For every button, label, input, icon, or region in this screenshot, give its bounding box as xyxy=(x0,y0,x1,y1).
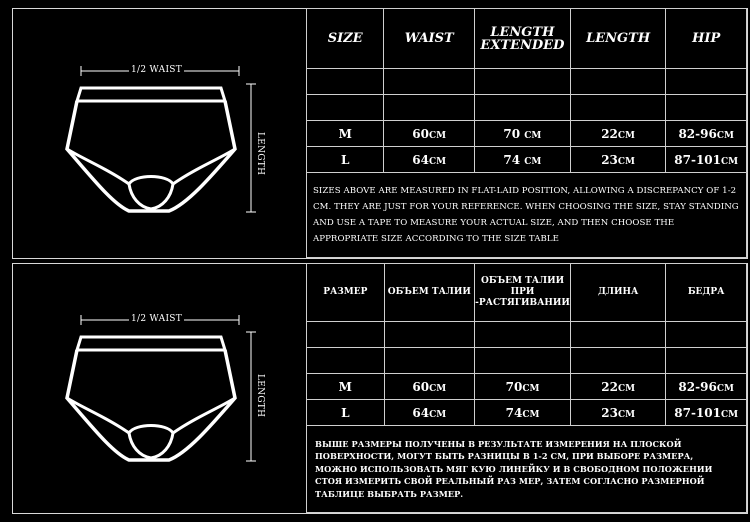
length-cell: 23CM xyxy=(571,400,666,426)
header-waist-stretched: ОБЪЕМ ТАЛИИ ПРИ -РАСТЯГИВАНИИ xyxy=(475,264,571,322)
header-length-extended: LENGTH EXTENDED xyxy=(474,9,570,69)
hip-cell: 87-101CM xyxy=(666,147,747,173)
length-label: LENGTH xyxy=(255,132,265,176)
hip-cell: 82-96CM xyxy=(666,374,747,400)
empty-row xyxy=(307,348,747,374)
header-hip: БЕДРА xyxy=(666,264,747,322)
header-size: SIZE xyxy=(307,9,384,69)
length-cell: 22CM xyxy=(570,121,666,147)
briefs-diagram xyxy=(13,9,306,258)
waist-cell: 64CM xyxy=(384,400,474,426)
extended-cell: 70 CM xyxy=(474,121,570,147)
extended-cell: 70CM xyxy=(475,374,571,400)
waist-label: 1/2 WAIST xyxy=(131,314,183,324)
waist-cell: 60CM xyxy=(384,121,474,147)
size-chart-russian xyxy=(12,263,748,514)
header-waist: ОБЪЕМ ТАЛИИ xyxy=(384,264,474,322)
length-cell: 22CM xyxy=(571,374,666,400)
hip-cell: 82-96CM xyxy=(666,121,747,147)
header-row xyxy=(307,264,747,322)
size-table xyxy=(306,8,747,258)
waist-cell: 64CM xyxy=(384,147,474,173)
size-cell: L xyxy=(307,400,385,426)
table-row xyxy=(307,400,747,426)
table-row xyxy=(307,121,747,147)
hip-cell: 87-101CM xyxy=(666,400,747,426)
measurement-note: SIZES ABOVE ARE MEASURED IN FLAT-LAID POSITION, ALLOWING A DISCREPANCY OF 1-2 CM. THEY ARE JUST FOR YOUR REFERENCE. WHEN CHOOSING THE SIZE, STAY STANDING AND USE A TAPE TO MEASURE YOUR ACTUAL SIZE, AND THEN CHOOSE THE APPROPRIATE SIZE ACCORDING TO THE SIZE TABLE xyxy=(307,173,747,258)
measurement-note: ВЫШЕ РАЗМЕРЫ ПОЛУЧЕНЫ В РЕЗУЛЬТАТЕ ИЗМЕРЕНИЯ НА ПЛОСКОЙ ПОВЕРХНОСТИ, МОГУТ БЫТЬ РАЗНИЦЫ В 1-2 СМ, ПРИ ВЫБОРЕ РАЗМЕРА, МОЖНО ИСПОЛЬЗОВАТЬ МЯГ КУЮ ЛИНЕЙКУ И В СВОБОДНОМ ПОЛОЖЕНИИ СТОЯ ИЗМЕРИТЬ СВОЙ РЕАЛЬНЫЙ РАЗ МЕР, ЗАТЕМ СОГЛАСНО РАЗМЕРНОЙ ТАБЛИЦЕ ВЫБРАТЬ РАЗМЕР. xyxy=(307,426,747,513)
extended-cell: 74 CM xyxy=(474,147,570,173)
table-row xyxy=(307,374,747,400)
table-row xyxy=(307,147,747,173)
size-cell: M xyxy=(307,374,385,400)
waist-label: 1/2 WAIST xyxy=(131,65,183,75)
header-length: ДЛИНА xyxy=(571,264,666,322)
header-size: РАЗМЕР xyxy=(307,264,385,322)
header-waist: WAIST xyxy=(384,9,474,69)
briefs-diagram xyxy=(13,264,306,513)
length-label: LENGTH xyxy=(255,374,265,418)
size-table xyxy=(306,263,747,513)
size-cell: M xyxy=(307,121,384,147)
empty-row xyxy=(307,69,747,95)
size-chart-english xyxy=(12,8,748,259)
note-row xyxy=(307,426,747,513)
note-row xyxy=(307,173,747,258)
empty-row xyxy=(307,95,747,121)
header-length: LENGTH xyxy=(570,9,666,69)
length-cell: 23CM xyxy=(570,147,666,173)
header-row xyxy=(307,9,747,69)
extended-cell: 74CM xyxy=(475,400,571,426)
empty-row xyxy=(307,322,747,348)
size-cell: L xyxy=(307,147,384,173)
waist-cell: 60CM xyxy=(384,374,474,400)
header-hip: HIP xyxy=(666,9,747,69)
